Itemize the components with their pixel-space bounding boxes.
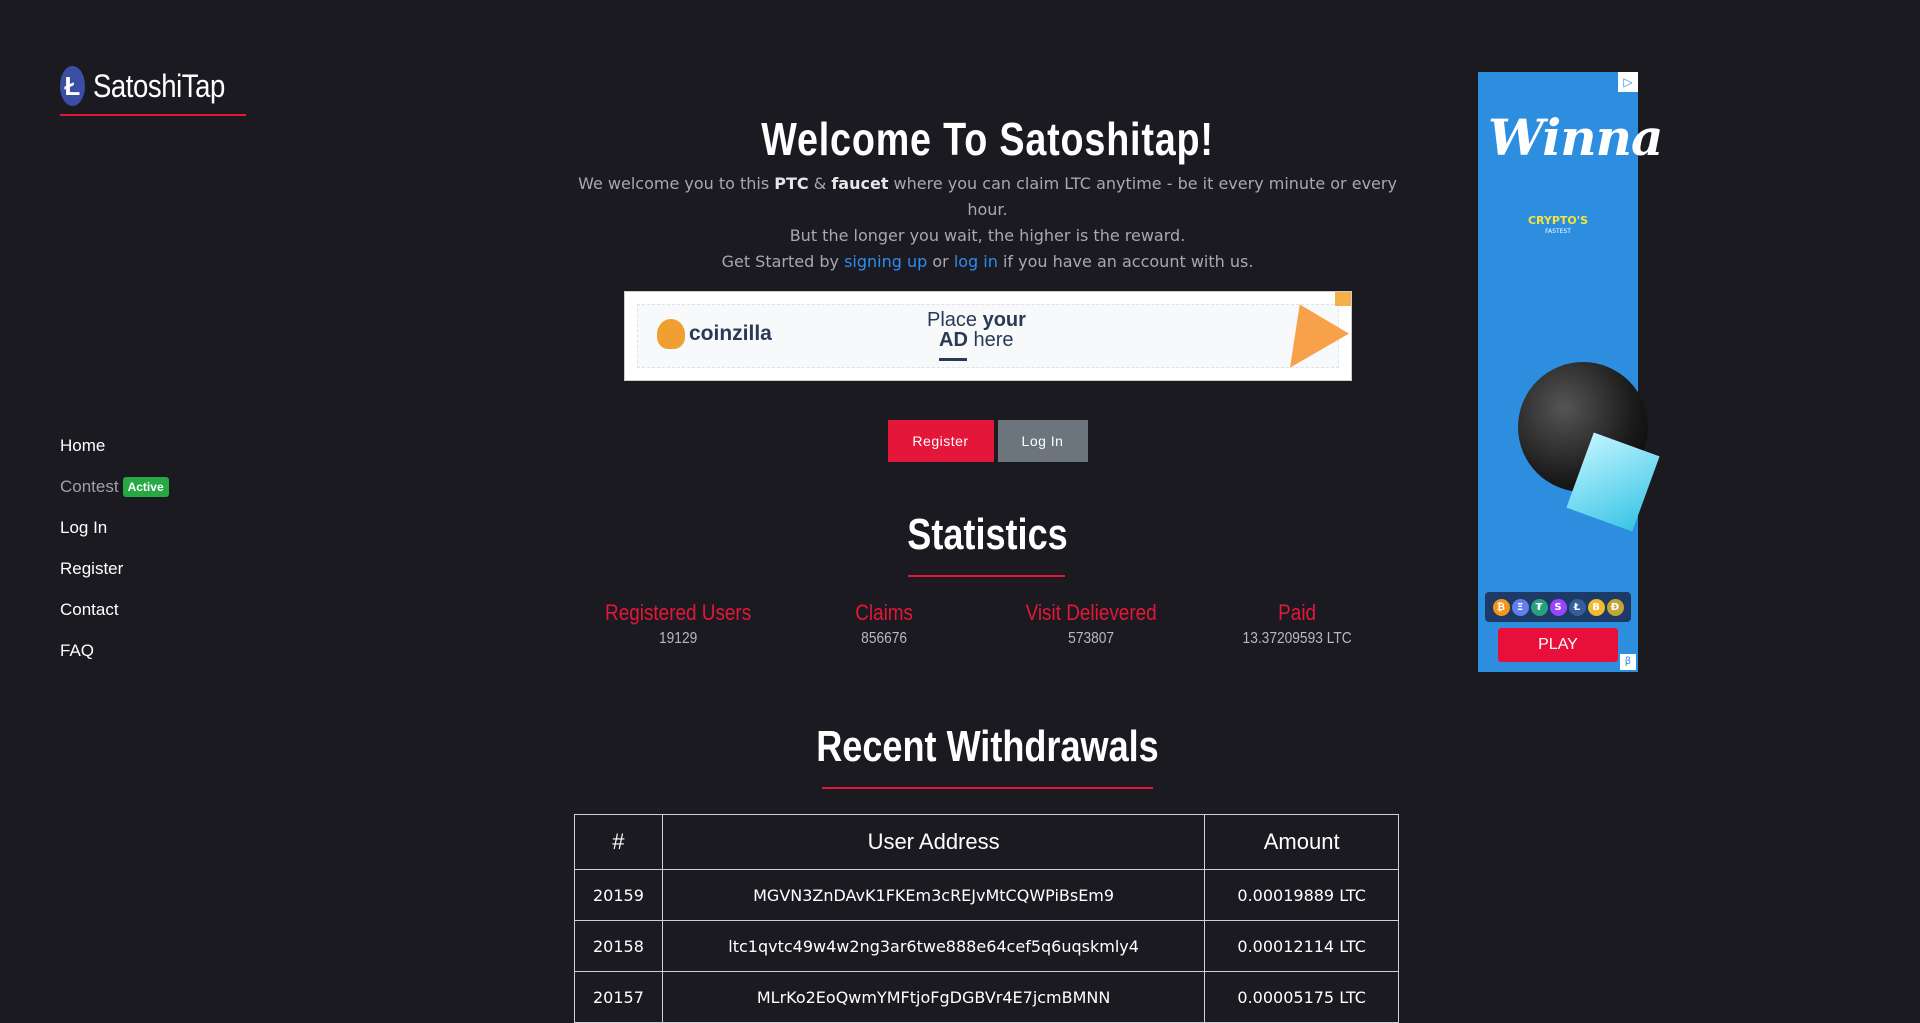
ad-subtagline: FASTEST — [1545, 228, 1571, 235]
intro-line-1 — [575, 171, 1400, 223]
withdrawals-table — [574, 814, 1399, 1023]
cell-address: MLrKo2EoQwmYMFtjoFgDGBVr4E7jcmBMNN — [662, 972, 1204, 1023]
header-amount: Amount — [1205, 815, 1399, 870]
ad-text-bold: your — [982, 309, 1026, 331]
litecoin-icon: Ł — [60, 66, 85, 106]
dogecoin-icon: Ð — [1607, 599, 1624, 616]
nav-item-home[interactable]: Home — [60, 435, 106, 455]
register-button[interactable]: Register — [888, 420, 994, 462]
contest-active-badge: Active — [123, 477, 169, 497]
stat-label: Registered Users — [605, 600, 752, 625]
ethereum-icon: Ξ — [1512, 599, 1529, 616]
header-id: # — [575, 815, 663, 870]
stat-value: 19129 — [658, 630, 698, 647]
ad-underline — [939, 358, 967, 361]
signup-link[interactable]: signing up — [844, 252, 928, 271]
stat-label: Claims — [855, 600, 914, 625]
site-logo[interactable] — [60, 66, 246, 116]
bitcoin-icon: ₿ — [1493, 599, 1510, 616]
stat-visits — [988, 600, 1194, 648]
intro-text: where you can claim LTC anytime - be it every minute or every hour. — [888, 174, 1397, 219]
cell-amount: 0.00005175 LTC — [1205, 972, 1399, 1023]
site-name: SatoshiTap — [92, 67, 225, 104]
tether-icon: ₮ — [1531, 599, 1548, 616]
table-row — [575, 972, 1399, 1023]
table-row — [575, 921, 1399, 972]
cell-amount: 0.00012114 LTC — [1205, 921, 1399, 972]
stat-registered-users — [575, 600, 781, 648]
coinzilla-logo — [657, 319, 772, 349]
ad-placeholder-text — [927, 310, 1026, 350]
stat-claims — [781, 600, 987, 648]
table-header-row — [575, 815, 1399, 870]
intro-line-3 — [575, 249, 1400, 275]
intro-text: We welcome you to this — [578, 174, 775, 193]
stat-value: 13.37209593 LTC — [1242, 630, 1352, 647]
stat-label: Paid — [1277, 600, 1316, 625]
coinzilla-ad-banner[interactable] — [624, 291, 1352, 381]
header-address: User Address — [662, 815, 1204, 870]
cell-id: 20157 — [575, 972, 663, 1023]
litecoin-coin-icon: Ł — [1569, 599, 1586, 616]
ad-tagline: CRYPTO'S — [1527, 214, 1589, 227]
crypto-coins-strip — [1485, 592, 1631, 622]
stat-value: 856676 — [861, 630, 908, 647]
ad-text: here — [967, 329, 1014, 351]
winna-logo: Winna — [1488, 108, 1663, 167]
auth-buttons — [575, 420, 1400, 462]
intro-text: or — [927, 252, 954, 271]
nav-item-register[interactable]: Register — [60, 558, 124, 578]
statistics-underline — [908, 575, 1065, 577]
nav-item-contest[interactable] — [60, 466, 169, 507]
stat-label: Visit Delievered — [1025, 600, 1157, 625]
nav-item-contest-label: Contest — [60, 476, 119, 496]
statistics-grid — [575, 600, 1400, 648]
withdrawals-title: Recent Withdrawals — [816, 722, 1159, 771]
ad-badge-icon: β — [1620, 654, 1636, 670]
coinzilla-brand: coinzilla — [689, 322, 772, 345]
cell-address: ltc1qvtc49w4w2ng3ar6twe888e64cef5q6uqskmly4 — [662, 921, 1204, 972]
ad-text: Place — [927, 309, 983, 331]
welcome-intro — [575, 171, 1400, 275]
cell-amount: 0.00019889 LTC — [1205, 870, 1399, 921]
intro-text: if you have an account with us. — [997, 252, 1254, 271]
welcome-title: Welcome To Satoshitap! — [761, 113, 1214, 165]
coinzilla-mascot-icon — [657, 319, 685, 349]
intro-text: Get Started by — [721, 252, 845, 271]
solana-icon: S — [1550, 599, 1567, 616]
stat-value: 573807 — [1067, 630, 1114, 647]
play-button[interactable]: PLAY — [1498, 628, 1618, 662]
ad-text-bold: AD — [939, 329, 968, 351]
cell-id: 20158 — [575, 921, 663, 972]
bnb-icon: B — [1588, 599, 1605, 616]
statistics-title: Statistics — [907, 510, 1068, 559]
cell-id: 20159 — [575, 870, 663, 921]
nav-item-faq[interactable]: FAQ — [60, 640, 95, 660]
login-link[interactable]: log in — [953, 252, 998, 271]
intro-ptc: PTC — [774, 174, 809, 193]
login-button[interactable]: Log In — [998, 420, 1088, 462]
intro-text: & — [808, 174, 832, 193]
winna-side-ad[interactable] — [1478, 72, 1663, 672]
sidebar-nav — [60, 425, 169, 671]
withdrawals-underline — [822, 787, 1153, 789]
intro-line-2: But the longer you wait, the higher is the reward. — [789, 226, 1186, 245]
intro-faucet: faucet — [831, 174, 889, 193]
ad-choice-icon[interactable]: ▷ — [1618, 72, 1638, 92]
cell-address: MGVN3ZnDAvK1FKEm3cREJvMtCQWPiBsEm9 — [662, 870, 1204, 921]
stat-paid — [1194, 600, 1400, 648]
table-row — [575, 870, 1399, 921]
ad-close-icon[interactable] — [1335, 292, 1351, 306]
nav-item-login[interactable]: Log In — [60, 517, 108, 537]
nav-item-contact[interactable]: Contact — [60, 599, 119, 619]
